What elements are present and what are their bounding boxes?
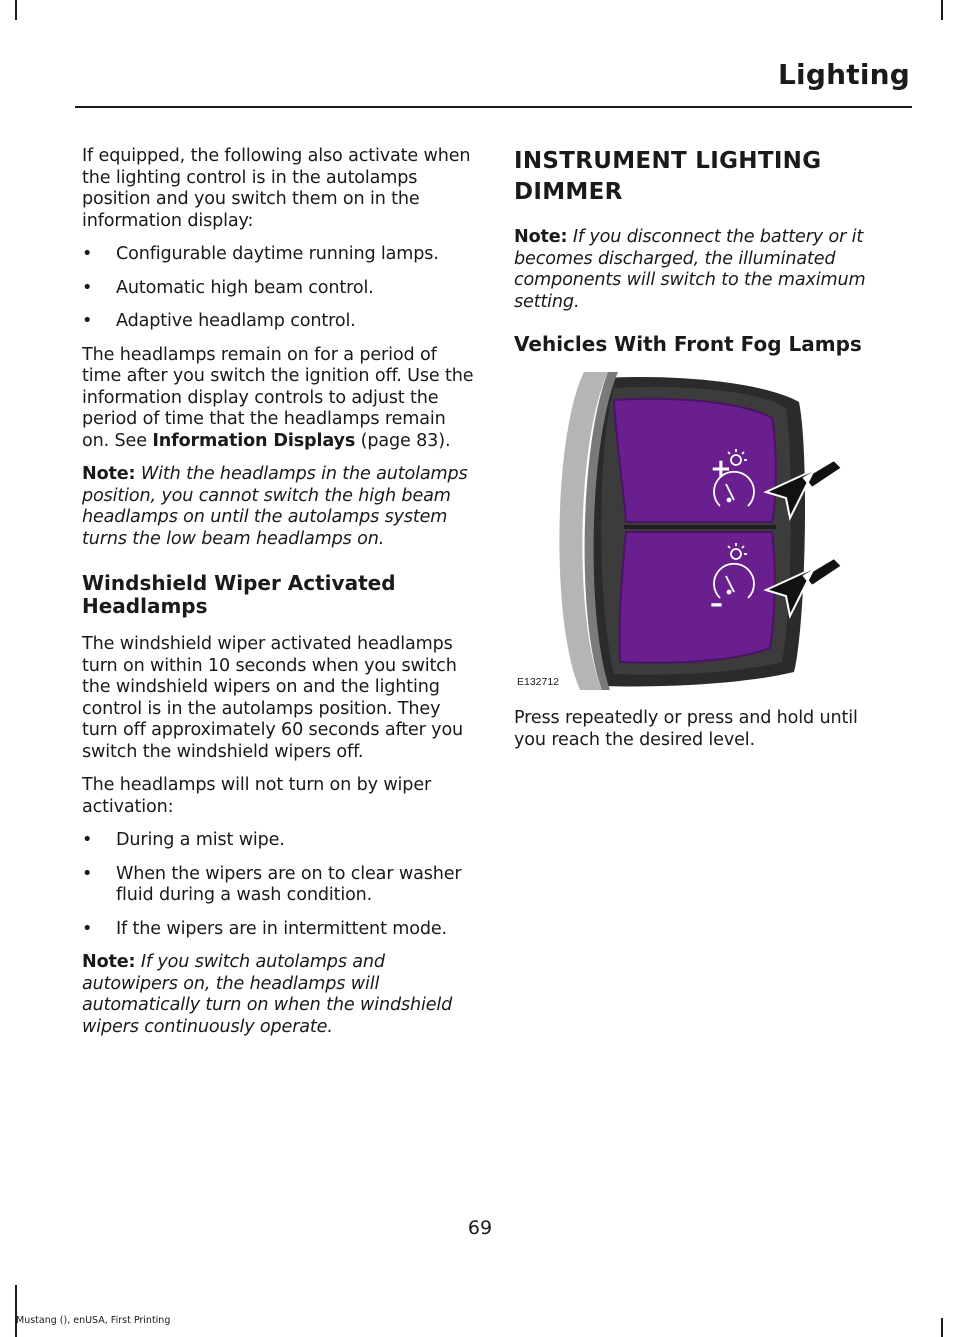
list-item: • Adaptive headlamp control. xyxy=(82,311,478,333)
page-reference: (page 83). xyxy=(355,430,451,451)
feature-list xyxy=(82,244,478,333)
crop-mark-bottom-right xyxy=(941,1318,943,1337)
header-divider xyxy=(75,106,912,108)
left-column xyxy=(82,146,478,1050)
list-item: • During a mist wipe. xyxy=(82,830,478,852)
note-battery xyxy=(514,227,894,313)
right-column xyxy=(514,146,894,763)
list-item: • Configurable daytime running lamps. xyxy=(82,244,478,266)
crop-mark-top-right xyxy=(941,0,943,20)
note-text: If you switch autolamps and autowipers on, the headlamps will automatically turn on when the windshield wipers continuously operate. xyxy=(82,952,453,1037)
intro-paragraph: If equipped, the following also activate when the lighting control is in the autolamps position and you switch them on in the information display: xyxy=(82,146,471,231)
print-info: Mustang (), enUSA, First Printing xyxy=(16,1315,171,1326)
information-displays-link[interactable]: Information Displays xyxy=(152,430,356,451)
dimmer-control-svg xyxy=(514,372,894,690)
note-autowipers xyxy=(82,952,478,1038)
wiper-headlamps-heading: Windshield Wiper Activated Headlamps xyxy=(82,571,396,618)
headlamp-delay-paragraph xyxy=(82,345,478,453)
fog-lamps-heading: Vehicles With Front Fog Lamps xyxy=(514,332,862,356)
note-label: Note: xyxy=(82,952,136,972)
crop-mark-top-left xyxy=(15,0,17,20)
list-item: • If the wipers are in intermittent mode. xyxy=(82,919,478,941)
paragraph-text: The headlamps remain on for a period of time after you switch the ignition off. Use the information display controls to adjust the period of time that the headlamps remain on. See xyxy=(82,344,474,451)
wiper-activation-paragraph: The headlamps will not turn on by wiper activation: xyxy=(82,775,432,817)
list-item: • When the wipers are on to clear washer fluid during a wash condition. xyxy=(82,864,478,907)
note-text: If you disconnect the battery or it becomes discharged, the illuminated components will switch to the maximum setting. xyxy=(514,227,866,312)
wiper-exceptions-list xyxy=(82,830,478,940)
note-label: Note: xyxy=(514,227,568,247)
dimmer-down-button[interactable] xyxy=(619,532,774,663)
list-item: • Automatic high beam control. xyxy=(82,278,478,300)
dimmer-instruction: Press repeatedly or press and hold until you reach the desired level. xyxy=(514,708,858,750)
wiper-paragraph: The windshield wiper activated headlamps turn on within 10 seconds when you switch the windshield wipers on and the lighting control is in the autolamps position. They turn off approximately 60 seconds after you switch the windshield wipers off. xyxy=(82,634,464,762)
plus-icon: + xyxy=(710,454,732,484)
page-number: 69 xyxy=(467,1217,493,1239)
figure-code: E132712 xyxy=(517,676,560,688)
note-autolamps xyxy=(82,464,478,550)
dimmer-heading: INSTRUMENT LIGHTING DIMMER xyxy=(514,148,822,205)
page-title: Lighting xyxy=(778,58,910,91)
minus-icon: – xyxy=(710,589,723,619)
crop-mark-bottom-left xyxy=(15,1285,17,1337)
note-label: Note: xyxy=(82,464,136,484)
dimmer-control-illustration xyxy=(514,372,894,690)
dimmer-up-button[interactable] xyxy=(614,399,776,522)
note-text: With the headlamps in the autolamps position, you cannot switch the high beam headlamps on until the autolamps system turns the low beam headlamps on. xyxy=(82,464,468,549)
